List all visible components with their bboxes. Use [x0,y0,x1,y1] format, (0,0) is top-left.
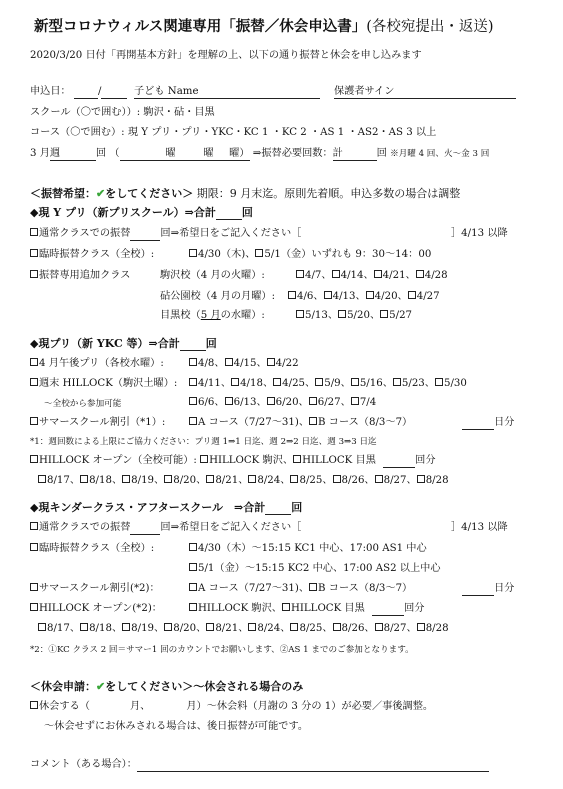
checkbox[interactable] [273,378,281,386]
date-option: 8/20、 [173,475,207,486]
checkbox[interactable] [30,249,38,257]
day-open: （ [109,148,120,159]
genY-kz-label: 駒沢校（4 月の火曜）: [160,270,265,281]
genY-temp-dates [189,248,431,262]
date-option: 6/27、 [317,397,351,408]
summer-course-a: A コース（7/27〜31)、 [198,583,310,594]
genP-summer-label: サマースクール割引（*1）: [39,417,166,428]
genP-hill-dates2 [189,396,376,410]
checkbox[interactable] [374,270,382,278]
date-option: 8/24、 [257,475,291,486]
checkbox[interactable] [332,270,340,278]
genP-hill-row [30,377,177,391]
genY-regular-label: 通常クラスでの振替 [39,228,131,239]
summer-course-b: B コース（8/3〜7） [318,583,413,594]
genP-hill-note: 〜全校から参加可能 [44,399,122,409]
leave-heading-a: ＜休会申請： [30,680,96,693]
date-option: 5/20、 [347,310,381,321]
checkbox[interactable] [231,378,239,386]
checkbox[interactable] [309,397,317,405]
total-field[interactable] [333,147,377,161]
date-option: 5/30 [443,378,467,389]
genK-summer-label: サマースクール割引(*2)： [39,583,160,594]
checkbox[interactable] [267,397,275,405]
date-option: 8/26、 [341,623,375,634]
genY-temp-row [30,248,154,262]
genY-kz-dates [296,269,448,283]
hopen-unit: 回分 [404,603,425,614]
checkbox[interactable] [338,310,346,318]
day2-field[interactable] [176,147,214,161]
date-option: 4/8、 [198,358,225,369]
date-option: 4/25、 [282,378,316,389]
checkbox[interactable] [296,310,304,318]
child-name-label: 子ども Name [134,86,199,97]
hillock-komazawa: HILLOCK 駒沢、 [198,603,282,614]
genY-extra-row [30,269,130,283]
summer-days-unit: 日分 [494,417,515,428]
month-line [30,147,489,161]
total-unit: 回 [376,148,387,159]
transfer-heading-a: ＜振替希望： [30,187,96,200]
date-option: 8/17、 [47,623,81,634]
checkbox[interactable] [351,378,359,386]
date-option: 5/13、 [305,310,339,321]
date-option: 8/28 [425,475,449,486]
genP-total-field[interactable] [180,337,206,351]
comment-label: コメント（ある場合）： [30,759,137,770]
genP-apr-label: 4 月午後プリ（各校水曜）: [39,358,164,369]
date-option: 4/20、 [374,291,408,302]
genY-mg-dates [296,309,412,323]
hopen-unit: 回分 [415,455,436,466]
date-option: 6/6、 [198,397,225,408]
hillock-meguro: HILLOCK 目黒 [291,603,365,614]
date-option: 8/18、 [89,475,123,486]
day1-label: 曜 [165,148,176,159]
checkbox[interactable] [417,475,425,483]
date-option: 4/22 [275,358,299,369]
date-label: 申込日： [30,86,71,97]
checkbox[interactable] [351,397,359,405]
checkbox[interactable] [408,291,416,299]
checkbox[interactable] [30,378,38,386]
hillock-komazawa: HILLOCK 駒沢、 [209,455,294,466]
checkbox[interactable] [416,270,424,278]
leave-line1 [30,700,433,714]
genK-temp-row [30,542,154,556]
checkbox[interactable] [189,563,197,571]
count-note: ※月曜 4 回、火〜金 3 回 [390,149,490,159]
check-icon: ✔ [96,680,106,693]
genY-heading-text: ◆現 Y プリ（新プリスクール）⇒合計 [30,206,216,219]
genK-aug-dates [38,622,449,636]
checkbox[interactable] [30,603,38,611]
checkbox[interactable] [206,475,214,483]
date-option: 8/21、 [215,475,249,486]
leave-c: 月）〜休会料（月謝の 3 分の 1）が必要／事後調整。 [186,701,434,712]
checkbox[interactable] [189,358,197,366]
genY-regular-unit: 回⇒希望日をご記入ください［ [160,228,302,239]
genK-temp1-text: 4/30（木）〜15:15 KC1 中心、17:00 AS1 中心 [198,543,427,554]
genP-summer-days [462,416,514,430]
genY-kn-label: 砧公園校（4 月の月曜）: [160,291,276,302]
checkbox[interactable] [309,417,317,425]
genP-apr-row [30,357,164,371]
comment-row [30,758,489,772]
date-option: 4/28 [424,270,448,281]
summer-days-field[interactable] [462,416,494,430]
course-line: コース（〇で囲む）: 現 Y プリ・プリ・YKC・KC 1 ・KC 2 ・AS 1 ・AS2・AS 3 以上 [30,127,437,138]
genK-regular-end: ］4/13 以降 [451,522,508,533]
leave-line2: 〜休会せずにお休みされる場合は、後日振替が可能です。 [44,721,309,732]
checkbox[interactable] [248,475,256,483]
checkbox[interactable] [206,623,214,631]
genY-mg-label [160,309,265,323]
summer-days-field[interactable] [462,582,494,596]
guardian-row [334,85,516,99]
date-option: 6/13、 [233,397,267,408]
checkbox[interactable] [30,701,38,709]
checkbox[interactable] [164,623,172,631]
genK-temp1 [189,542,427,556]
checkbox[interactable] [225,358,233,366]
day3-label: 曜） [229,148,250,159]
child-name-row [134,85,320,99]
leave-a: 休会する（ [39,701,90,712]
genY-heading-unit: 回 [241,206,253,219]
genY-mg-c: の水曜）: [220,310,265,321]
checkbox[interactable] [30,583,38,591]
transfer-heading [30,187,460,201]
transfer-heading-b: をしてください＞ [105,187,194,200]
genK-heading [30,501,302,515]
date-sep: / [98,86,102,97]
date-option: 4/27 [416,291,440,302]
genP-summer-row [30,416,165,430]
leave-heading-b: をしてください＞〜休会される場合のみ [105,680,304,693]
genK-hopen-row [30,602,162,616]
checkbox[interactable] [324,291,332,299]
checkbox[interactable] [189,543,197,551]
weekly-label: 週 [49,148,61,159]
leave-heading [30,680,303,694]
genY-regular-count-field[interactable] [130,227,160,241]
genP-heading-text: ◆現プリ（新 YKC 等）⇒合計 [30,337,180,350]
date-option: 4/6、 [297,291,324,302]
genK-regular-label: 通常クラスでの振替 [39,522,131,533]
date-option: 8/27、 [383,475,417,486]
checkbox[interactable] [80,475,88,483]
guardian-sign-field[interactable] [334,85,516,99]
genP-heading [30,337,217,351]
footnote-1: *1：週回数による上限にご協力ください：プリ週 1⇒1 日迄、週 2⇒2 日迄、週 3⇒3 日迄 [30,437,377,447]
date-option: 5/27 [389,310,413,321]
hopen-count-field[interactable] [383,454,415,468]
date-option: 8/18、 [89,623,123,634]
checkbox[interactable] [333,475,341,483]
date-option: 5/16、 [359,378,393,389]
checkbox[interactable] [80,623,88,631]
checkbox[interactable] [189,378,197,386]
genK-temp2-text: 5/1（金）〜15:15 KC2 中心、17:00 AS2 以上中心 [198,563,441,574]
genK-hopen-label: HILLOCK オープン(*2)： [39,603,162,614]
check-icon: ✔ [96,187,106,200]
genP-hill-dates1 [189,377,467,391]
date-option: 8/19、 [131,623,165,634]
date-option: 8/21、 [215,623,249,634]
genK-total-field[interactable] [265,501,291,515]
genK-hopen-options [189,602,424,616]
genK-regular-count-field[interactable] [130,521,160,535]
genY-mg-b: 5 月 [200,310,221,321]
genK-summer-options [189,582,412,596]
checkbox[interactable] [225,397,233,405]
date-option: 8/24、 [257,623,291,634]
checkbox[interactable] [393,378,401,386]
checkbox[interactable] [290,475,298,483]
checkbox[interactable] [30,455,38,463]
date-row [30,85,127,99]
date-option: 8/17、 [47,475,81,486]
genK-regular-row [30,521,301,535]
checkbox[interactable] [189,397,197,405]
checkbox[interactable] [164,475,172,483]
day2-label: 曜 [203,148,214,159]
checkbox[interactable] [189,583,197,591]
guardian-label: 保護者サイン [334,86,395,97]
checkbox[interactable] [366,291,374,299]
date-option: 4/14、 [340,270,374,281]
date-option: 8/20、 [173,623,207,634]
checkbox[interactable] [38,623,46,631]
genY-temp-date2: 5/1（金）いずれも 9：30〜14：00 [264,249,432,260]
genK-temp-label: 臨時振替クラス（全校）: [39,543,155,554]
times-label: 回 [95,148,107,159]
genY-temp-label: 臨時振替クラス（全校）: [39,249,155,260]
date-option: 5/23、 [401,378,435,389]
checkbox[interactable] [189,417,197,425]
date-option: 4/13、 [332,291,366,302]
date-option: 6/20、 [275,397,309,408]
genP-aug-dates [38,474,449,488]
genY-extra-label: 振替専用追加クラス [39,270,131,281]
checkbox[interactable] [288,291,296,299]
leave-b: 月、 [129,701,151,712]
checkbox[interactable] [267,358,275,366]
genP-apr-dates [189,357,299,371]
checkbox[interactable] [30,543,38,551]
child-name-field[interactable] [134,85,320,99]
checkbox[interactable] [30,228,38,236]
date-option: 5/9、 [324,378,351,389]
checkbox[interactable] [200,455,208,463]
checkbox[interactable] [375,623,383,631]
genK-heading-unit: 回 [291,501,303,514]
checkbox[interactable] [333,623,341,631]
page-title [34,15,494,36]
genK-summer-row [30,582,160,596]
checkbox[interactable] [293,455,301,463]
checkbox[interactable] [189,603,197,611]
date-option: 8/25、 [299,623,333,634]
date-option: 4/15、 [233,358,267,369]
day3-field[interactable] [214,147,250,161]
checkbox[interactable] [309,583,317,591]
checkbox[interactable] [30,417,38,425]
genP-heading-unit: 回 [205,337,217,350]
genY-total-field[interactable] [216,206,242,220]
required-count-label: ⇒振替必要回数： [252,148,333,159]
hillock-meguro: HILLOCK 目黒 [302,455,376,466]
checkbox[interactable] [122,475,130,483]
genY-kn-dates [288,290,440,304]
date-option: 4/11、 [198,378,232,389]
genY-mg-a: 目黒校（ [160,310,201,321]
date-month-field[interactable] [74,85,98,99]
title-main: 新型コロナウィルス関連専用「振替／休会申込書」 [34,18,367,35]
checkbox[interactable] [30,358,38,366]
weekly-field[interactable] [50,147,96,161]
date-option: 4/18、 [240,378,274,389]
genY-heading [30,206,253,220]
date-option: 8/28 [425,623,449,634]
title-sub: (各校宛提出・返送) [366,19,494,35]
genY-temp-date1: 4/30（木)、 [198,249,256,260]
genK-temp2 [189,562,441,576]
date-option: 8/26、 [341,475,375,486]
date-option: 8/27、 [383,623,417,634]
checkbox[interactable] [380,310,388,318]
genK-heading-text: ◆現キンダークラス・アフタースクール ⇒合計 [30,501,266,514]
comment-field[interactable] [137,758,489,772]
hopen-count-field[interactable] [372,602,404,616]
checkbox[interactable] [122,623,130,631]
school-line: スクール（〇で囲む））: 駒沢・砧・目黒 [30,107,215,118]
date-option: 7/4 [359,397,377,408]
genP-summer-options [189,416,412,430]
month-prefix: 3 月 [30,148,50,159]
date-option: 4/7、 [305,270,332,281]
checkbox[interactable] [435,378,443,386]
checkbox[interactable] [30,270,38,278]
checkbox[interactable] [375,475,383,483]
summer-course-a: A コース（7/27〜31)、 [198,417,310,428]
genY-regular-row [30,227,301,241]
footnote-2: *2：①KC クラス 2 回＝サマー1 回のカウントでお願いします、②AS 1 までのご参加となります。 [30,645,414,655]
checkbox[interactable] [255,249,263,257]
checkbox[interactable] [248,623,256,631]
checkbox[interactable] [315,378,323,386]
genK-regular-unit: 回⇒希望日をご記入ください［ [160,522,302,533]
intro-text: 2020/3/20 日付「再開基本方針」を理解の上、以下の通り振替と休会を申し込みます [30,50,422,61]
total-label: 計 [332,148,343,159]
genP-hill-label: 週末 HILLOCK（駒沢土曜）: [39,378,178,389]
checkbox[interactable] [189,249,197,257]
summer-course-b: B コース（8/3〜7） [318,417,413,428]
genK-summer-days [462,582,514,596]
date-option: 8/25、 [299,475,333,486]
checkbox[interactable] [38,475,46,483]
checkbox[interactable] [290,623,298,631]
summer-days-unit: 日分 [494,583,515,594]
checkbox[interactable] [282,603,290,611]
genY-regular-end: ］4/13 以降 [451,228,508,239]
checkbox[interactable] [30,522,38,530]
day1-field[interactable] [120,147,176,161]
date-option: 4/21、 [382,270,416,281]
checkbox[interactable] [417,623,425,631]
date-day-field[interactable] [101,85,127,99]
date-option: 8/19、 [131,475,165,486]
checkbox[interactable] [296,270,304,278]
transfer-deadline: 期限：9 月末迄。原則先着順。申込多数の場合は調整 [196,187,461,200]
genP-hopen-row [30,454,436,468]
genP-hopen-label: HILLOCK オープン（全校可能）: [39,455,197,466]
